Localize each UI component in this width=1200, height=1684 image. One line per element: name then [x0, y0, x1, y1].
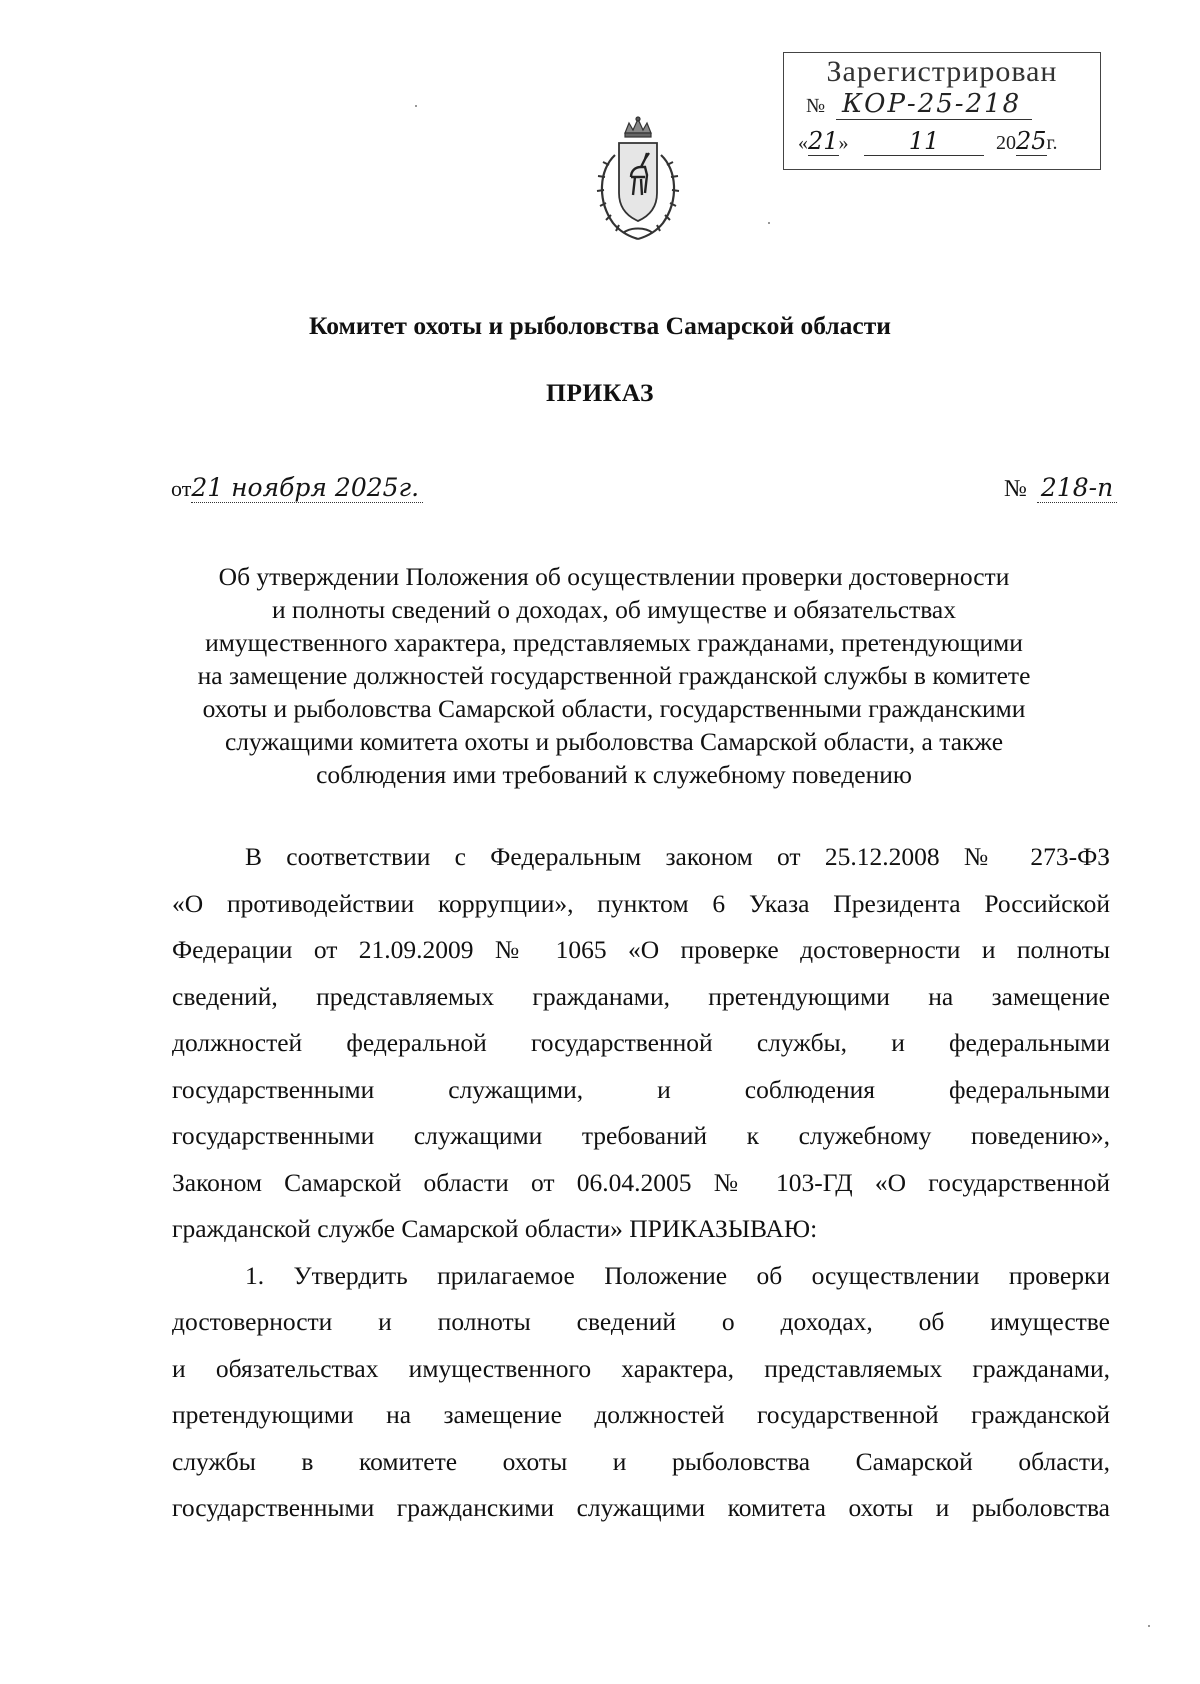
stamp-close-quote: »: [838, 132, 849, 154]
subject-line: соблюдения ими требований к служебному поведению: [316, 760, 912, 789]
body-line: должностей федеральной государственной службы, и федеральными: [172, 1028, 1110, 1057]
body-line: государственными служащими требований к служебному поведению»,: [172, 1121, 1110, 1150]
registration-stamp: [783, 52, 1101, 170]
order-subject: [170, 560, 1058, 791]
stamp-open-quote: «: [798, 132, 808, 154]
order-date-label: от: [171, 476, 192, 501]
body-line: государственными служащими, и соблюдения федеральными: [172, 1074, 1110, 1104]
subject-line: Об утверждении Положения об осуществлении проверки достоверности: [218, 562, 1010, 591]
stamp-number-label: №: [806, 95, 826, 117]
stamp-year: [996, 127, 1058, 155]
scan-speck: [768, 222, 770, 224]
stamp-year-unit: г.: [1046, 132, 1058, 154]
samara-coat-of-arms-icon: [585, 115, 691, 243]
subject-line: и полноты сведений о доходах, об имуществе и обязательствах: [271, 595, 956, 624]
body-line: службы в комитете охоты и рыболовства Самарской области,: [172, 1446, 1110, 1476]
order-date: [171, 473, 423, 502]
subject-line: охоты и рыболовства Самарской области, государственными гражданскими: [202, 694, 1026, 723]
subject-line: имущественного характера, представляемых гражданами, претендующими: [205, 628, 1023, 657]
subject-line: на замещение должностей государственной гражданской службы в комитете: [197, 661, 1031, 690]
order-body: [172, 834, 1110, 1532]
body-line: достоверности и полноты сведений о доходах, об имуществе: [172, 1307, 1110, 1336]
order-number: [1004, 473, 1117, 503]
scan-speck: [415, 105, 417, 107]
stamp-year-prefix: 20: [996, 132, 1016, 154]
stamp-title: Зарегистрирован: [826, 55, 1058, 88]
subject-line: служащими комитета охоты и рыболовства Самарской области, а также: [224, 727, 1004, 756]
stamp-year-suffix: 25: [1016, 127, 1047, 155]
document-type-title: ПРИКАЗ: [546, 378, 654, 407]
body-line: «О противодействии коррупции», пунктом 6 Указа Президента Российской: [172, 888, 1110, 918]
order-date-value: 21 ноября 2025г.: [191, 473, 423, 503]
body-line: В соответствии с Федеральным законом от 25.12.2008 № 273-ФЗ: [245, 842, 1110, 871]
order-number-value: 218-п: [1037, 473, 1117, 503]
body-line: сведений, представляемых гражданами, претендующими на замещение: [172, 981, 1110, 1011]
body-line: государственными гражданскими служащими комитета охоты и рыболовства: [172, 1493, 1110, 1522]
scan-speck: [1148, 1625, 1150, 1627]
body-line: Законом Самарской области от 06.04.2005 № 103-ГД «О государственной: [172, 1167, 1110, 1197]
stamp-month-value: 11: [864, 127, 984, 156]
organization-title: Комитет охоты и рыболовства Самарской области: [309, 311, 891, 340]
body-line: и обязательствах имущественного характера, представляемых гражданами,: [172, 1353, 1110, 1383]
body-line: претендующими на замещение должностей государственной гражданской: [172, 1400, 1110, 1429]
body-line: гражданской службе Самарской области» ПРИКАЗЫВАЮ:: [172, 1214, 818, 1243]
order-number-label: №: [1004, 476, 1027, 502]
body-line: Федерации от 21.09.2009 № 1065 «О проверке достоверности и полноты: [172, 935, 1110, 964]
stamp-day: [798, 127, 849, 155]
body-line: 1. Утвердить прилагаемое Положение об осуществлении проверки: [245, 1260, 1110, 1290]
stamp-day-value: 21: [808, 127, 839, 155]
stamp-number-value: КОР-25-218: [836, 89, 1032, 120]
